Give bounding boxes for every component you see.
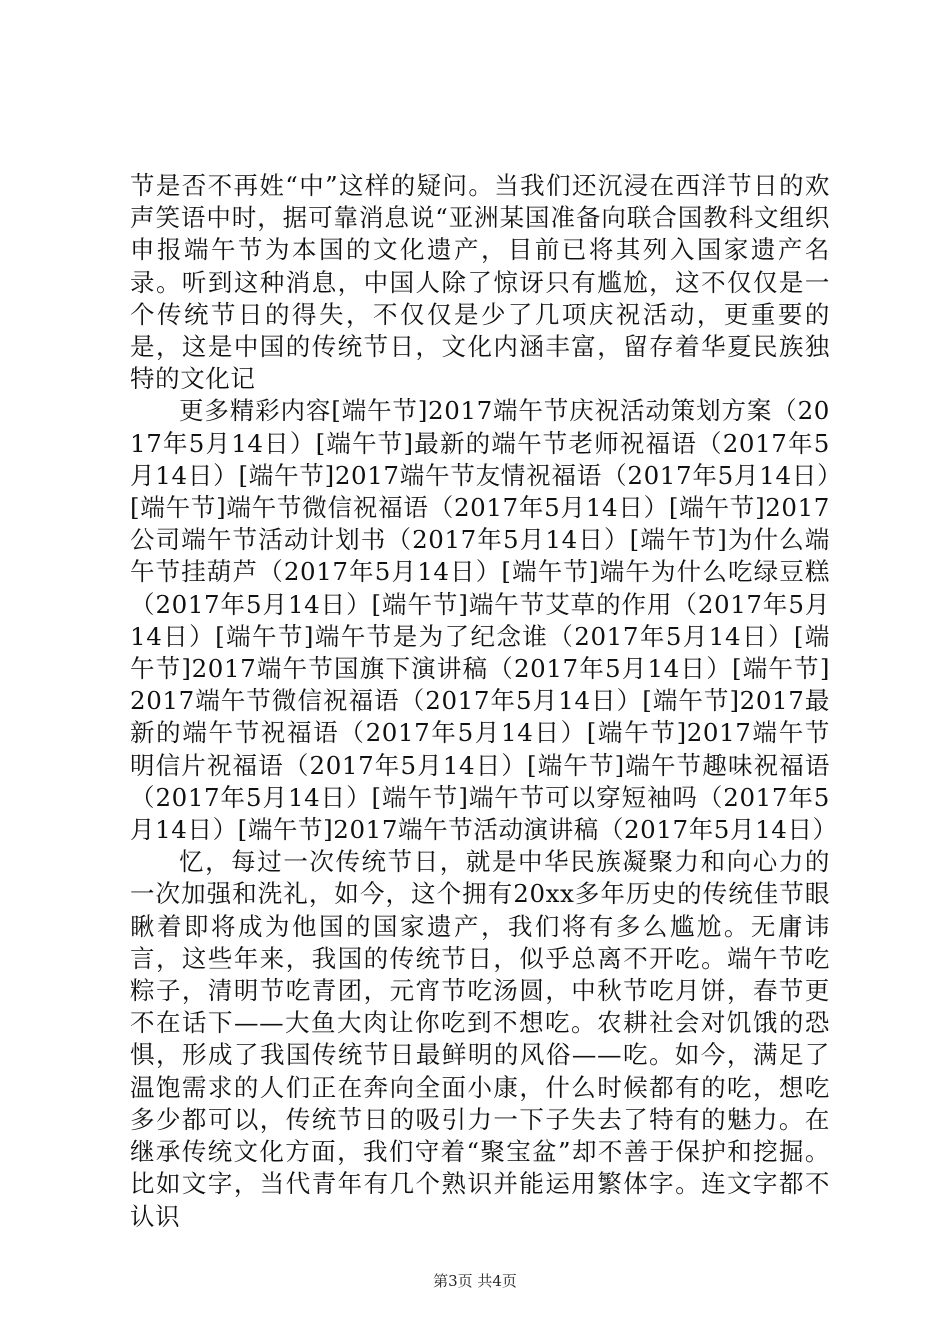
document-body — [130, 170, 838, 1233]
paragraph-body: 忆，每过一次传统节日，就是中华民族凝聚力和向心力的一次加强和洗礼，如今，这个拥有20xx多年历史的传统佳节眼瞅着即将成为他国的国家遗产，我们将有多么尴尬。无庸讳言，这些年来，我国的传统节日，似乎总离不开吃。端午节吃粽子，清明节吃青团，元宵节吃汤圆，中秋节吃月饼，春节更不在话下——大鱼大肉让你吃到不想吃。农耕社会对饥饿的恐惧，形成了我国传统节日最鲜明的风俗——吃。如今，满足了温饱需求的人们正在奔向全面小康，什么时候都有的吃，想吃多少都可以，传统节日的吸引力一下子失去了特有的魅力。在继承传统文化方面，我们守着“聚宝盆”却不善于保护和挖掘。比如文字，当代青年有几个熟识并能运用繁体字。连文字都不认识 — [130, 847, 830, 1231]
page-footer: 第3页 共4页 — [433, 1272, 517, 1290]
paragraph-related-links: 更多精彩内容[端午节]2017端午节庆祝活动策划方案（2017年5月14日）[端午节]最新的端午节老师祝福语（2017年5月14日）[端午节]2017端午节友情祝福语（2017年5月14日）[端午节]端午节微信祝福语（2017年5月14日）[端午节]2017公司端午节活动计划书（2017年5月14日）[端午节]为什么端午节挂葫芦（2017年5月14日）[端午节]端午为什么吃绿豆糕（2017年5月14日）[端午节]端午节艾草的作用（2017年5月14日）[端午节]端午节是为了纪念谁（2017年5月14日）[端午节]2017端午节国旗下演讲稿（2017年5月14日）[端午节]2017端午节微信祝福语（2017年5月14日）[端午节]2017最新的端午节祝福语（2017年5月14日）[端午节]2017端午节明信片祝福语（2017年5月14日）[端午节]端午节趣味祝福语（2017年5月14日）[端午节]端午节可以穿短袖吗（2017年5月14日）[端午节]2017端午节活动演讲稿（2017年5月14日） — [130, 396, 838, 845]
paragraph-continuation: 节是否不再姓“中”这样的疑问。当我们还沉浸在西洋节日的欢声笑语中时，据可靠消息说“亚洲某国准备向联合国教科文组织申报端午节为本国的文化遗产，目前已将其列入国家遗产名录。听到这种消息，中国人除了惊讶只有尴尬，这不仅仅是一个传统节日的得失，不仅仅是少了几项庆祝活动，更重要的是，这是中国的传统节日，文化内涵丰富，留存着华夏民族独特的文化记 — [130, 171, 830, 394]
